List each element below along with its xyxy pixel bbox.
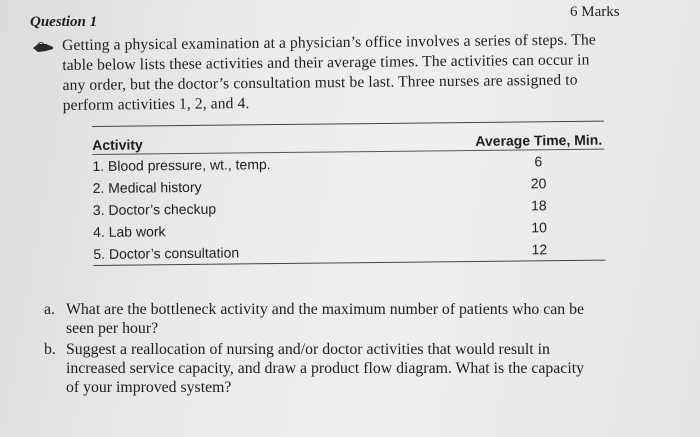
column-header-activity: Activity (92, 136, 143, 153)
hand-pointer-icon (32, 42, 54, 54)
question-text (66, 300, 684, 338)
question-line: Suggest a reallocation of nursing and/or doctor activities that would result in (66, 341, 550, 358)
question-line: increased service capacity, and draw a product flow diagram. What is the capacity (66, 360, 584, 377)
intro-line: any order, but the doctor’s consultation must be last. Three nurses are assigned to (62, 71, 578, 94)
intro-line: Getting a physical examination at a physician’s office involves a series of steps. The (62, 31, 596, 54)
time-cell: 20 (530, 175, 547, 192)
question-line: seen per hour? (66, 320, 159, 337)
time-cell: 18 (530, 197, 547, 214)
question-item-b (44, 340, 684, 397)
time-cell: 6 (534, 153, 543, 170)
question-line: What are the bottleneck activity and the maximum number of patients who can be (66, 301, 585, 318)
intro-line: table below lists these activities and their average times. The activities can occur in (62, 51, 590, 74)
column-header-time: Average Time, Min. (475, 131, 603, 149)
time-cell: 10 (531, 219, 547, 236)
question-line: of your improved system? (66, 379, 232, 396)
question-label: a. (44, 301, 55, 318)
activity-cell: 2. Medical history (92, 178, 202, 196)
question-label: b. (44, 341, 56, 358)
intro-line: perform activities 1, 2, and 4. (62, 95, 250, 114)
question-text (66, 340, 684, 397)
question-list (44, 300, 684, 399)
time-cell: 12 (531, 241, 548, 258)
question-title: Question 1 (30, 14, 98, 30)
activity-cell: 1. Blood pressure, wt., temp. (92, 156, 271, 174)
table-top-rule (92, 121, 604, 127)
marks-label: 6 Marks (570, 4, 620, 20)
activity-cell: 5. Doctor’s consultation (93, 244, 240, 262)
activity-cell: 4. Lab work (93, 223, 166, 240)
activity-table (92, 121, 605, 266)
question-item-a (44, 300, 684, 338)
intro-paragraph (62, 30, 673, 116)
activity-cell: 3. Doctor’s checkup (92, 200, 217, 218)
